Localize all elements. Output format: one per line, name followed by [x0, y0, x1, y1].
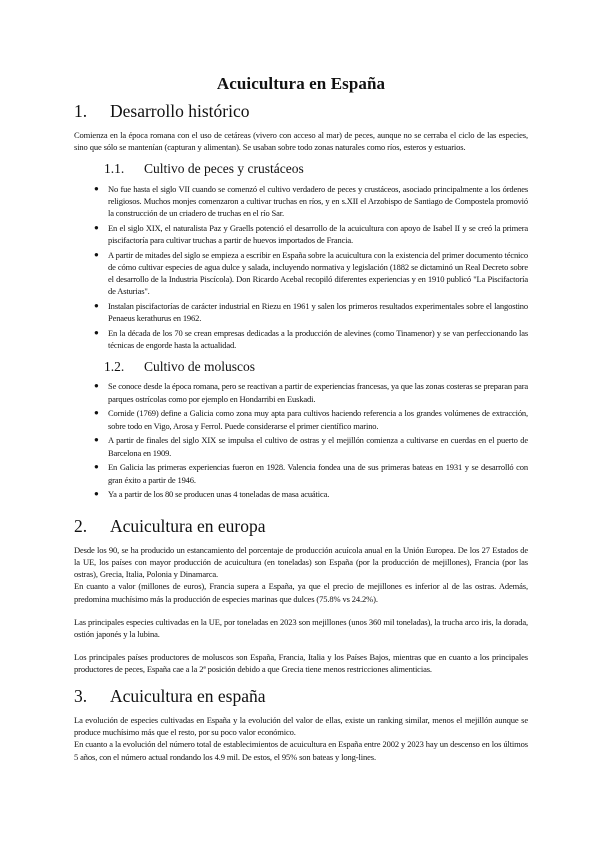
subsection-number: 1.1. — [104, 160, 125, 176]
subsection-heading-1-1 — [104, 162, 528, 177]
bullet-icon: ● — [94, 489, 99, 499]
list-item: ● Cornide (1769) define a Galicia como zona muy apta para cultivos haciendo referencia a los grandes volúmenes de extracción, sobre todo en Vigo, Arosa y Ferrol. Puede considerarse el primer científico marino. — [94, 408, 528, 431]
bullet-list — [74, 380, 528, 500]
paragraph: Desde los 90, se ha producido un estancamiento del porcentaje de producción acuícola anual en la Unión Europea. De los 27 Estados de la UE, los países con mayor producción de acuicultura (en toneladas) son España (por la producción de mejillones), Francia (por las ostras), Grecia, Italia, Polonia y Dinamarca. — [74, 544, 528, 580]
bullet-icon: ● — [94, 328, 99, 338]
bullet-list — [74, 183, 528, 352]
list-item: ● Instalan piscifactorías de carácter industrial en Riezu en 1961 y salen los primeros resultados experimentales sobre el langostino Penaeus kerathurus en 1962. — [94, 301, 528, 324]
list-item: ● A partir de finales del siglo XIX se impulsa el cultivo de ostras y el mejillón comienza a cultivarse en cuerdas en el puerto de Barcelona en 1909. — [94, 435, 528, 458]
section-heading-2 — [74, 517, 528, 536]
paragraph: Las principales especies cultivadas en la UE, por toneladas en 2023 son mejillones (unos 360 mil toneladas), la trucha arco iris, la dorada, ostión japonés y la lubina. — [74, 616, 528, 640]
list-item: ● No fue hasta el siglo VII cuando se comenzó el cultivo verdadero de peces y crustáceos, asociado principalmente a los órdenes religiosos. Muchos monjes comenzaron a cultivar truchas en ríos, y en s.XII el Arzobispo de Santiago de Compostela promovió la construcción de un criadero de truchas en el río Sar. — [94, 183, 528, 218]
bullet-icon: ● — [94, 222, 99, 232]
list-item: ● A partir de mitades del siglo se empieza a escribir en España sobre la acuicultura con la existencia del primer documento técnico de cómo cultivar especies de agua dulce y salada, incluyendo normativa y legislación (1882 se dictaminó un Real Decreto sobre el desarrollo de la Industria Piscícola). Don Ricardo Acebal recopiló diferentes experiencias y en 1910 publicó "La Piscifactoría de Asturias". — [94, 249, 528, 297]
paragraph: La evolución de especies cultivadas en España y la evolución del valor de ellas, existe un ranking similar, menos el mejillón aunque se produce muchísimo más que el resto, por su poco valor económico. — [74, 714, 528, 738]
subsection-number: 1.2. — [104, 358, 125, 374]
subsection-title: Cultivo de moluscos — [144, 358, 255, 374]
bullet-icon: ● — [94, 462, 99, 472]
section-title: Acuicultura en españa — [110, 685, 266, 706]
bullet-icon: ● — [94, 381, 99, 391]
document-title: Acuicultura en España — [216, 74, 386, 93]
section-title: Desarrollo histórico — [110, 101, 250, 121]
bullet-icon: ● — [94, 249, 99, 259]
section-heading-3 — [74, 687, 528, 706]
section-title: Acuicultura en europa — [110, 515, 266, 536]
section-intro: Comienza en la época romana con el uso de cetáreas (vivero con acceso al mar) de peces, aunque no se cerraba el ciclo de las especies, sino que sólo se mantenían (capturan y alimentan). Se usaban sobre todo zonas naturales como ríos, esteros y estuarios. — [74, 130, 528, 153]
paragraph: En cuanto a valor (millones de euros), Francia supera a España, ya que el precio de mejillones es inferior al de las ostras. Además, predomina muchísimo más la producción de especies marinas que dulces (75.8% vs 24.2%). — [74, 581, 528, 604]
paragraph: En cuanto a la evolución del número total de establecimientos de acuicultura en España entre 2002 y 2023 hay un descenso en los últimos 5 años, con el número actual rondando los 4.9 mil. De estos, el 95% son bateas y long-lines. — [74, 739, 528, 762]
subsection-title: Cultivo de peces y crustáceos — [144, 160, 304, 176]
bullet-icon: ● — [94, 183, 99, 193]
section-number: 3. — [74, 685, 88, 706]
paragraph: Los principales países productores de moluscos son España, Francia, Italia y los Países Bajos, mientras que en cuanto a los principales productores de peces, España cae a la 2ª posición debido a que Grecia tiene menos restricciones alimenticias. — [74, 652, 528, 675]
list-item: ● En Galicia las primeras experiencias fueron en 1928. Valencia fondea una de sus primeras bateas en 1931 y se desarrolló con gran éxito a partir de 1946. — [94, 462, 528, 485]
section-heading-1 — [74, 102, 528, 121]
list-item: ● En la década de los 70 se crean empresas dedicadas a la producción de alevines (como Tinamenor) y se van perfeccionando las técnicas de engorde hasta la actualidad. — [94, 328, 528, 351]
section-number: 2. — [74, 515, 88, 536]
bullet-icon: ● — [94, 301, 99, 311]
subsection-heading-1-2 — [104, 360, 528, 375]
section-number: 1. — [74, 101, 88, 121]
bullet-icon: ● — [94, 408, 99, 418]
bullet-icon: ● — [94, 435, 99, 445]
list-item: ● Se conoce desde la época romana, pero se reactivan a partir de experiencias francesas, ya que las zonas costeras se preparan para parques ostrícolas como por ejemplo en Hondarribi en Euskadi. — [94, 381, 528, 404]
list-item: ● Ya a partir de los 80 se producen unas 4 toneladas de masa acuática. — [94, 489, 330, 500]
list-item: ● En el siglo XIX, el naturalista Paz y Graells potenció el desarrollo de la acuicultura con apoyo de Isabel II y se creó la primera piscifactoría para cultivar truchas a partir de huevos importados de Francia. — [94, 222, 528, 245]
